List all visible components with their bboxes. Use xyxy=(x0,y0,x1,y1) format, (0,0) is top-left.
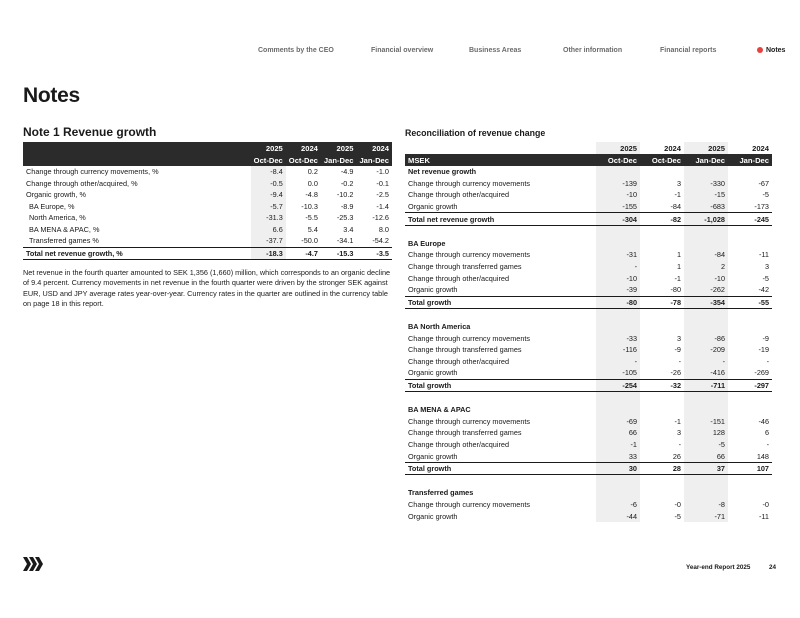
header-period: Jan-Dec xyxy=(359,155,389,165)
cell-value: -84 xyxy=(670,202,681,212)
header-period: Oct-Dec xyxy=(253,155,283,165)
row-label: Organic growth xyxy=(408,368,458,378)
nav-link-financial-overview[interactable]: Financial overview xyxy=(371,47,434,54)
company-logo-icon xyxy=(23,557,43,571)
section-header-row xyxy=(405,404,772,416)
cell-value xyxy=(596,309,640,321)
cell-value: -105 xyxy=(596,367,640,379)
row-label: Change through transferred games xyxy=(408,345,522,355)
spacer-row xyxy=(405,225,772,237)
cell-value: 66 xyxy=(684,450,728,462)
cell-value xyxy=(728,238,772,250)
cell-value xyxy=(684,487,728,499)
cell-value: -86 xyxy=(684,332,728,344)
row-label: Change through transferred games xyxy=(408,428,522,438)
table-row xyxy=(405,189,772,201)
cell-value xyxy=(640,166,684,178)
table-row xyxy=(405,439,772,451)
row-label: Change through currency movements xyxy=(408,178,531,188)
cell-value: 3 xyxy=(676,333,681,343)
header-period: Oct-Dec xyxy=(288,155,318,165)
note-paragraph: Net revenue in the fourth quarter amounted to SEK 1,356 (1,660) million, which corresponds to an organic decline of 9.4 percent. Currency movements in net revenue in the fourth quarter were driven by the stronger SEK against EUR, USD and JPY average rates year-over-year. Currency rates in the quarter are outlined in the currency table on page 18 in this report. xyxy=(23,268,391,308)
cell-value: -10.2 xyxy=(336,190,354,200)
row-label: BA MENA & APAC, % xyxy=(29,224,100,234)
row-label: Change through currency movements xyxy=(408,333,531,343)
total-row xyxy=(405,296,772,309)
cell-value: -39 xyxy=(596,284,640,296)
cell-value: -5 xyxy=(674,511,681,521)
cell-value: -155 xyxy=(596,201,640,213)
cell-value xyxy=(596,238,640,250)
table-row xyxy=(405,367,772,379)
cell-value: -9.4 xyxy=(251,189,286,201)
cell-value: -173 xyxy=(754,202,769,212)
cell-value xyxy=(684,321,728,333)
nav-link-other-information[interactable]: Other information xyxy=(563,47,623,54)
header-period: Jan-Dec xyxy=(323,155,354,165)
cell-value: -44 xyxy=(596,510,640,522)
cell-value xyxy=(596,487,640,499)
nav-link-notes[interactable] xyxy=(757,47,785,54)
row-label: North America, % xyxy=(29,213,86,223)
cell-value: -711 xyxy=(684,379,728,392)
cell-value: 28 xyxy=(640,462,684,475)
cell-value: -1,028 xyxy=(684,213,728,226)
row-label xyxy=(405,309,596,321)
table-row xyxy=(405,499,772,511)
cell-value: -5 xyxy=(684,439,728,451)
row-label: Organic growth xyxy=(408,451,458,461)
cell-value xyxy=(684,238,728,250)
cell-value: -10 xyxy=(596,272,640,284)
row-label: BA North America xyxy=(408,322,471,332)
row-label: Total net revenue growth xyxy=(405,213,596,226)
nav-link-business-areas[interactable]: Business Areas xyxy=(469,47,522,54)
cell-value: -4.8 xyxy=(305,190,318,200)
cell-value xyxy=(684,166,728,178)
cell-value: 6.6 xyxy=(251,224,286,236)
nav-link-financial-reports[interactable]: Financial reports xyxy=(660,47,717,54)
header-year: 2025 xyxy=(336,143,354,153)
cell-value: - xyxy=(766,439,769,449)
header-period: Jan-Dec xyxy=(684,154,728,166)
cell-value xyxy=(596,475,640,487)
cell-value: 33 xyxy=(596,450,640,462)
cell-value: -683 xyxy=(684,201,728,213)
cell-value: -71 xyxy=(684,510,728,522)
cell-value: -78 xyxy=(640,296,684,309)
cell-value: -151 xyxy=(684,415,728,427)
cell-value: -32 xyxy=(640,379,684,392)
header-year: 2025 xyxy=(684,142,728,154)
cell-value: -4.9 xyxy=(340,167,354,177)
table-row xyxy=(23,235,392,247)
table-row xyxy=(405,249,772,261)
section-header-row xyxy=(405,238,772,250)
table-row xyxy=(23,166,392,178)
header-period: Jan-Dec xyxy=(728,154,772,166)
cell-value: -84 xyxy=(684,249,728,261)
cell-value xyxy=(728,475,772,487)
cell-value: -9 xyxy=(674,345,681,355)
header-year: 2024 xyxy=(640,142,684,154)
total-row xyxy=(23,247,392,260)
cell-value: - xyxy=(766,356,769,366)
spacer-row xyxy=(405,309,772,321)
cell-value: -15.3 xyxy=(321,247,357,260)
section-header-row xyxy=(405,321,772,333)
table-header-row xyxy=(405,142,772,154)
cell-value xyxy=(684,309,728,321)
row-label: Change through currency movements xyxy=(408,499,531,509)
cell-value: -304 xyxy=(596,213,640,226)
note-title: Note 1 Revenue growth xyxy=(23,125,157,139)
cell-value: 66 xyxy=(596,427,640,439)
cell-value: -15 xyxy=(684,189,728,201)
cell-value: -18.3 xyxy=(251,247,286,260)
table-row xyxy=(405,272,772,284)
cell-value: -34.1 xyxy=(336,236,354,246)
cell-value: 107 xyxy=(728,462,772,475)
cell-value: -245 xyxy=(728,213,772,226)
cell-value xyxy=(684,475,728,487)
cell-value xyxy=(640,404,684,416)
cell-value: -269 xyxy=(754,368,769,378)
row-label: Change through other/acquired, % xyxy=(26,178,138,188)
row-label: Organic growth xyxy=(408,511,458,521)
cell-value: -0 xyxy=(762,499,769,509)
header-year: 2025 xyxy=(265,143,283,153)
table-header-row xyxy=(23,154,392,166)
cell-value xyxy=(728,404,772,416)
row-label: Total net revenue growth, % xyxy=(23,247,251,260)
cell-value: -0.2 xyxy=(340,178,354,188)
header-period: Oct-Dec xyxy=(596,154,640,166)
cell-value: 128 xyxy=(684,427,728,439)
table-row xyxy=(405,510,772,522)
table-header-row xyxy=(405,154,772,166)
footer-page-number: 24 xyxy=(769,564,777,571)
cell-value xyxy=(684,404,728,416)
row-label xyxy=(405,475,596,487)
row-label: Transferred games xyxy=(408,488,474,498)
cell-value: -5.5 xyxy=(305,213,318,223)
row-label xyxy=(405,392,596,404)
cell-value: -10.3 xyxy=(301,201,318,211)
row-label: Total growth xyxy=(405,296,596,309)
section-header-row xyxy=(405,166,772,178)
cell-value: 2 xyxy=(684,261,728,273)
row-label xyxy=(405,225,596,237)
cell-value: -6 xyxy=(596,499,640,511)
nav-link-ceo-comments[interactable]: Comments by the CEO xyxy=(258,47,334,54)
cell-value: -416 xyxy=(684,367,728,379)
cell-value: -0 xyxy=(674,499,681,509)
row-label: Total growth xyxy=(405,462,596,475)
cell-value: -209 xyxy=(684,344,728,356)
cell-value: 3 xyxy=(676,428,681,438)
cell-value: 30 xyxy=(596,462,640,475)
table-row xyxy=(405,261,772,273)
cell-value: -37.7 xyxy=(251,235,286,247)
cell-value: -50.0 xyxy=(301,236,318,246)
row-label: Change through other/acquired xyxy=(408,190,510,200)
row-label: Organic growth xyxy=(408,285,458,295)
page-title: Notes xyxy=(23,84,80,107)
cell-value: -67 xyxy=(758,178,769,188)
cell-value: -46 xyxy=(758,416,769,426)
cell-value: -25.3 xyxy=(336,213,354,223)
cell-value xyxy=(728,309,772,321)
table-row xyxy=(23,201,392,213)
reconciliation-table xyxy=(405,142,772,522)
table-row xyxy=(405,332,772,344)
row-label: Change through currency movements, % xyxy=(26,167,159,177)
row-label: BA Europe, % xyxy=(29,201,75,211)
cell-value xyxy=(596,392,640,404)
cell-value xyxy=(728,487,772,499)
section-header-row xyxy=(405,487,772,499)
cell-value: 0.2 xyxy=(307,167,318,177)
cell-value: -31 xyxy=(596,249,640,261)
spacer-row xyxy=(405,392,772,404)
cell-value: 26 xyxy=(672,451,681,461)
cell-value: -0.5 xyxy=(251,178,286,190)
cell-value: -10 xyxy=(684,272,728,284)
cell-value: 3.4 xyxy=(343,224,354,234)
cell-value: -42 xyxy=(758,285,769,295)
cell-value xyxy=(596,321,640,333)
cell-value: - xyxy=(596,261,640,273)
cell-value: -1 xyxy=(674,273,681,283)
cell-value: -80 xyxy=(596,296,640,309)
cell-value: -9 xyxy=(762,333,769,343)
top-navigation xyxy=(0,47,800,61)
cell-value: - xyxy=(596,356,640,368)
active-dot-icon xyxy=(757,47,763,53)
nav-link-notes-label: Notes xyxy=(766,47,786,54)
table-row xyxy=(405,427,772,439)
cell-value: -33 xyxy=(596,332,640,344)
cell-value: -8 xyxy=(684,499,728,511)
cell-value: 6 xyxy=(764,428,769,438)
cell-value: -80 xyxy=(670,285,681,295)
cell-value xyxy=(596,404,640,416)
cell-value: -354 xyxy=(684,296,728,309)
cell-value: -10 xyxy=(596,189,640,201)
header-year: 2024 xyxy=(372,143,389,153)
cell-value: -5.7 xyxy=(251,201,286,213)
cell-value xyxy=(640,225,684,237)
cell-value xyxy=(596,166,640,178)
table-row xyxy=(23,224,392,236)
cell-value: -330 xyxy=(684,178,728,190)
cell-value: -31.3 xyxy=(251,212,286,224)
row-label: Organic growth, % xyxy=(26,190,87,200)
cell-value: -8.9 xyxy=(340,201,354,211)
row-label: Change through currency movements xyxy=(408,416,531,426)
cell-value xyxy=(640,392,684,404)
table-header-row xyxy=(23,142,392,154)
total-row xyxy=(405,213,772,226)
row-label: Change through other/acquired xyxy=(408,273,510,283)
cell-value xyxy=(640,475,684,487)
table-row xyxy=(405,201,772,213)
cell-value: - xyxy=(684,356,728,368)
cell-value: 148 xyxy=(756,451,769,461)
cell-value: -69 xyxy=(596,415,640,427)
cell-value xyxy=(640,309,684,321)
cell-value: -2.5 xyxy=(376,190,389,200)
row-label: BA MENA & APAC xyxy=(408,405,471,415)
cell-value: - xyxy=(678,356,681,366)
cell-value: -3.5 xyxy=(356,247,392,260)
cell-value xyxy=(728,225,772,237)
cell-value: -54.2 xyxy=(372,236,389,246)
cell-value: -297 xyxy=(728,379,772,392)
row-label: Change through other/acquired xyxy=(408,439,510,449)
cell-value: -5 xyxy=(762,190,769,200)
row-label: Total growth xyxy=(405,379,596,392)
table-row xyxy=(405,178,772,190)
table-row xyxy=(23,212,392,224)
table-row xyxy=(405,356,772,368)
cell-value: 1 xyxy=(676,250,681,260)
row-label: Change through transferred games xyxy=(408,262,522,272)
cell-value xyxy=(728,392,772,404)
cell-value xyxy=(640,487,684,499)
cell-value: -11 xyxy=(758,511,769,521)
cell-value: -26 xyxy=(670,368,681,378)
table-row xyxy=(405,415,772,427)
cell-value: -19 xyxy=(758,345,769,355)
cell-value: -1.4 xyxy=(376,201,389,211)
cell-value: - xyxy=(678,439,681,449)
row-label: Change through other/acquired xyxy=(408,356,510,366)
cell-value: -0.1 xyxy=(376,178,389,188)
cell-value xyxy=(640,238,684,250)
cell-value: 0.0 xyxy=(307,178,318,188)
reconciliation-title: Reconciliation of revenue change xyxy=(405,128,546,138)
header-year: 2024 xyxy=(728,142,772,154)
cell-value: -5 xyxy=(762,273,769,283)
cell-value xyxy=(684,392,728,404)
cell-value: -1 xyxy=(596,439,640,451)
header-year: 2024 xyxy=(301,143,318,153)
cell-value: -11 xyxy=(758,250,769,260)
cell-value: -1.0 xyxy=(376,167,389,177)
cell-value xyxy=(728,166,772,178)
footer-report-name: Year-end Report 2025 xyxy=(686,564,751,571)
cell-value: -139 xyxy=(596,178,640,190)
cell-value: 8.0 xyxy=(378,224,389,234)
table-row xyxy=(405,344,772,356)
cell-value: -4.7 xyxy=(286,247,321,260)
cell-value: 3 xyxy=(676,178,681,188)
total-row xyxy=(405,462,772,475)
spacer-row xyxy=(405,475,772,487)
cell-value: 5.4 xyxy=(307,224,318,234)
cell-value xyxy=(596,225,640,237)
header-period: Oct-Dec xyxy=(640,154,684,166)
cell-value: -1 xyxy=(674,190,681,200)
cell-value: 1 xyxy=(676,262,681,272)
cell-value xyxy=(728,321,772,333)
cell-value: -254 xyxy=(596,379,640,392)
header-year: 2025 xyxy=(596,142,640,154)
cell-value: -8.4 xyxy=(251,166,286,178)
row-label: Net revenue growth xyxy=(408,167,477,177)
unit-label: MSEK xyxy=(405,154,596,166)
total-row xyxy=(405,379,772,392)
cell-value: -55 xyxy=(728,296,772,309)
table-row xyxy=(405,284,772,296)
table-row xyxy=(23,178,392,190)
cell-value: 37 xyxy=(684,462,728,475)
cell-value: -1 xyxy=(674,416,681,426)
cell-value xyxy=(684,225,728,237)
revenue-growth-table xyxy=(23,142,392,260)
cell-value: 3 xyxy=(764,262,769,272)
row-label: Organic growth xyxy=(408,202,458,212)
cell-value xyxy=(640,321,684,333)
row-label: Change through currency movements xyxy=(408,250,531,260)
table-row xyxy=(23,189,392,201)
row-label: BA Europe xyxy=(408,238,446,248)
table-row xyxy=(405,450,772,462)
cell-value: -82 xyxy=(640,213,684,226)
cell-value: -262 xyxy=(684,284,728,296)
row-label: Transferred games % xyxy=(29,236,99,246)
cell-value: -116 xyxy=(596,344,640,356)
cell-value: -12.6 xyxy=(372,213,389,223)
